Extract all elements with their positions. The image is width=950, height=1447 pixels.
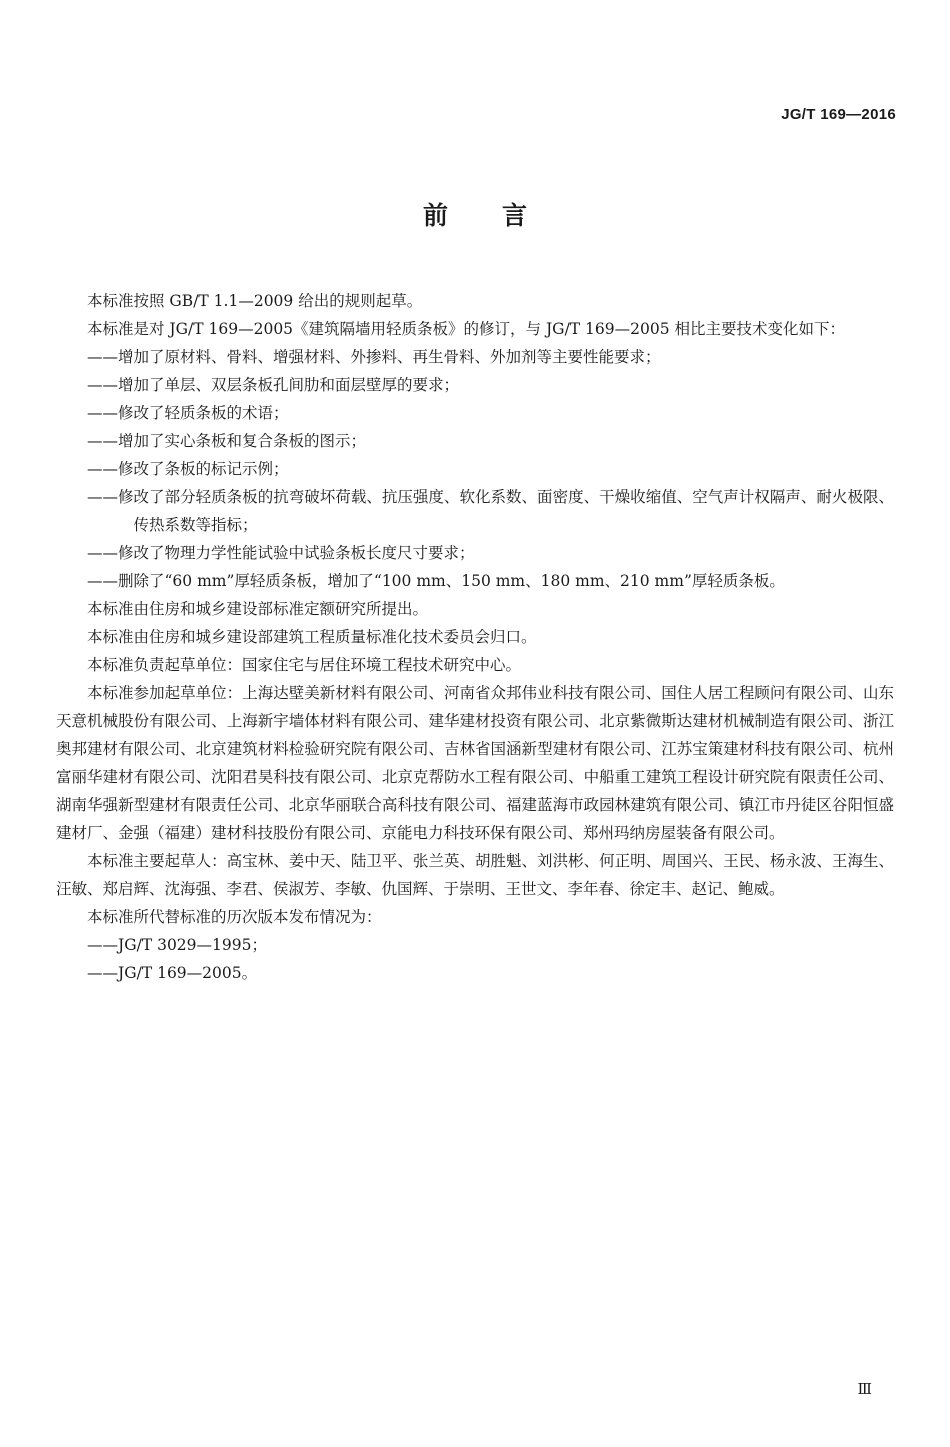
change-item: ——增加了实心条板和复合条板的图示； [87, 432, 367, 450]
participating-units-statement: 本标准参加起草单位：上海达壁美新材料有限公司、河南省众邦伟业科技有限公司、国住人居工程顾问有限公司、山东天意机械股份有限公司、上海新宇墙体材料有限公司、建华建材投资有限公司、北京紫微斯达建材机械制造有限公司、浙江奥邦建材有限公司、北京建筑材料检验研究院有限公司、吉林省国涵新型建材有限公司、江苏宝策建材科技有限公司、杭州富丽华建材有限公司、沈阳君昊科技有限公司、北京克帮防水工程有限公司、中船重工建筑工程设计研究院有限责任公司、湖南华强新型建材有限责任公司、北京华丽联合高科技有限公司、福建蓝海市政园林建筑有限公司、镇江市丹徒区谷阳恒盛建材厂、金强（福建）建材科技股份有限公司、京能电力科技环保有限公司、郑州玛纳房屋装备有限公司。 [56, 684, 894, 842]
change-item: ——修改了轻质条板的术语； [87, 404, 289, 422]
page-title: 前言 [422, 201, 581, 230]
change-item: ——修改了部分轻质条板的抗弯破坏荷载、抗压强度、软化系数、面密度、干燥收缩值、空气声计权隔声、耐火极限、传热系数等指标； [87, 488, 894, 534]
jurisdiction-statement: 本标准由住房和城乡建设部建筑工程质量标准化技术委员会归口。 [87, 628, 537, 646]
intro-paragraph: 本标准是对 JG/T 169—2005《建筑隔墙用轻质条板》的修订，与 JG/T 169—2005 相比主要技术变化如下： [87, 320, 846, 338]
history-item: ——JG/T 169—2005。 [87, 964, 258, 982]
history-intro: 本标准所代替标准的历次版本发布情况为： [87, 908, 382, 926]
lead-drafter-statement: 本标准负责起草单位：国家住宅与居住环境工程技术研究中心。 [87, 656, 522, 674]
page-number: Ⅲ [857, 1380, 872, 1398]
change-item: ——增加了单层、双层条板孔间肋和面层壁厚的要求； [87, 376, 460, 394]
change-item: ——修改了物理力学性能试验中试验条板长度尺寸要求； [87, 544, 475, 562]
document-body [56, 287, 894, 987]
intro-paragraph: 本标准按照 GB/T 1.1—2009 给出的规则起草。 [87, 292, 423, 310]
document-code: JG/T 169—2016 [781, 106, 896, 123]
change-item: ——增加了原材料、骨料、增强材料、外掺料、再生骨料、外加剂等主要性能要求； [87, 348, 661, 366]
history-item: ——JG/T 3029—1995； [87, 936, 267, 954]
proposer-statement: 本标准由住房和城乡建设部标准定额研究所提出。 [87, 600, 429, 618]
main-drafters-statement: 本标准主要起草人：高宝林、姜中天、陆卫平、张兰英、胡胜魁、刘洪彬、何正明、周国兴、王民、杨永波、王海生、汪敏、郑启辉、沈海强、李君、侯淑芳、李敏、仇国辉、于崇明、王世文、李年春、徐定丰、赵记、鲍威。 [56, 852, 894, 898]
change-item: ——修改了条板的标记示例； [87, 460, 289, 478]
change-item: ——删除了“60 mm”厚轻质条板，增加了“100 mm、150 mm、180 mm、210 mm”厚轻质条板。 [87, 572, 785, 590]
